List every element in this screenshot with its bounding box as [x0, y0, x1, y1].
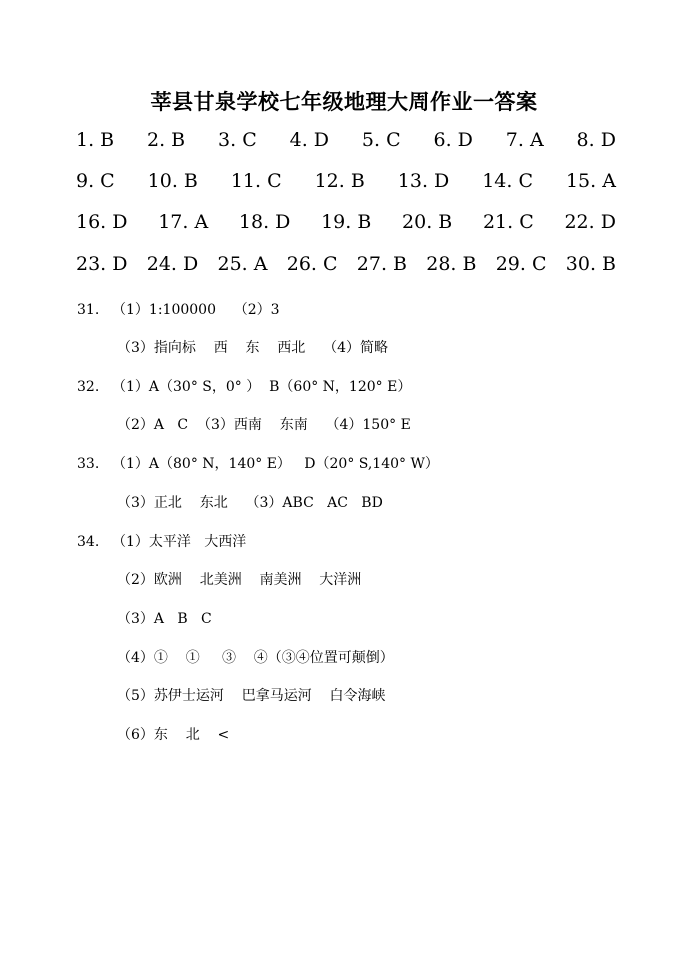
question-number-31: 31.: [77, 302, 100, 318]
mc-answer: 6. D: [433, 129, 473, 151]
mc-answer: 1. B: [76, 129, 115, 151]
mc-answer: 22. D: [564, 211, 616, 233]
multiple-choice-row-4: [76, 252, 616, 276]
q31-answer-line-1: （1）1:100000 （2）3: [112, 302, 280, 318]
q34-answer-line-2: （2）欧洲 北美洲 南美洲 大洋洲: [117, 572, 362, 588]
mc-answer: 12. B: [314, 170, 365, 192]
mc-answer: 5. C: [361, 129, 401, 151]
q33-answer-line-1: （1）A（80° N，140° E） D（20° S,140° W）: [112, 456, 439, 472]
mc-answer: 24. D: [146, 253, 199, 275]
mc-answer: 26. C: [286, 253, 338, 275]
mc-answer: 17. A: [158, 211, 209, 233]
mc-answer: 23. D: [76, 253, 128, 275]
mc-answer: 8. D: [576, 129, 616, 151]
mc-answer: 15. A: [565, 170, 616, 192]
mc-answer: 14. C: [482, 170, 534, 192]
question-number-34: 34.: [77, 534, 100, 550]
q34-answer-line-3: （3）A B C: [117, 611, 212, 627]
q34-answer-line-6: （6）东 北 <: [117, 727, 230, 743]
mc-answer: 3. C: [218, 129, 257, 151]
q34-answer-line-1: （1）太平洋 大西洋: [112, 534, 247, 550]
question-number-32: 32.: [77, 379, 100, 395]
mc-answer: 10. B: [147, 170, 198, 192]
multiple-choice-row-1: [76, 128, 616, 152]
mc-answer: 7. A: [505, 129, 544, 151]
q34-answer-line-5: （5）苏伊士运河 巴拿马运河 白令海峡: [117, 688, 386, 704]
multiple-choice-row-2: [76, 169, 616, 193]
mc-answer: 9. C: [76, 170, 115, 192]
mc-answer: 11. C: [230, 170, 282, 192]
mc-answer: 13. D: [397, 170, 450, 192]
page-title: 莘县甘泉学校七年级地理大周作业一答案: [150, 89, 538, 114]
question-number-33: 33.: [77, 456, 100, 472]
q31-answer-line-2: （3）指向标 西 东 西北 （4）简略: [117, 340, 389, 356]
mc-answer: 19. B: [321, 211, 372, 233]
mc-answer: 16. D: [76, 211, 128, 233]
mc-answer: 29. C: [495, 253, 547, 275]
mc-answer: 28. B: [426, 253, 477, 275]
mc-answer: 20. B: [402, 211, 453, 233]
q33-answer-line-2: （3）正北 东北 （3）ABC AC BD: [117, 495, 383, 511]
q32-answer-line-1: （1）A（30° S，0° ） B（60° N，120° E）: [112, 379, 412, 395]
mc-answer: 27. B: [356, 253, 407, 275]
mc-answer: 18. D: [238, 211, 291, 233]
mc-answer: 21. C: [482, 211, 534, 233]
multiple-choice-row-3: [76, 210, 616, 234]
mc-answer: 25. A: [217, 253, 268, 275]
q34-answer-line-4: （4）① ① ③ ④（③④位置可颠倒）: [117, 650, 394, 666]
q32-answer-line-2: （2）A C （3）西南 东南 （4）150° E: [117, 417, 411, 433]
mc-answer: 2. B: [147, 129, 186, 151]
mc-answer: 4. D: [289, 129, 330, 151]
mc-answer: 30. B: [565, 253, 616, 275]
